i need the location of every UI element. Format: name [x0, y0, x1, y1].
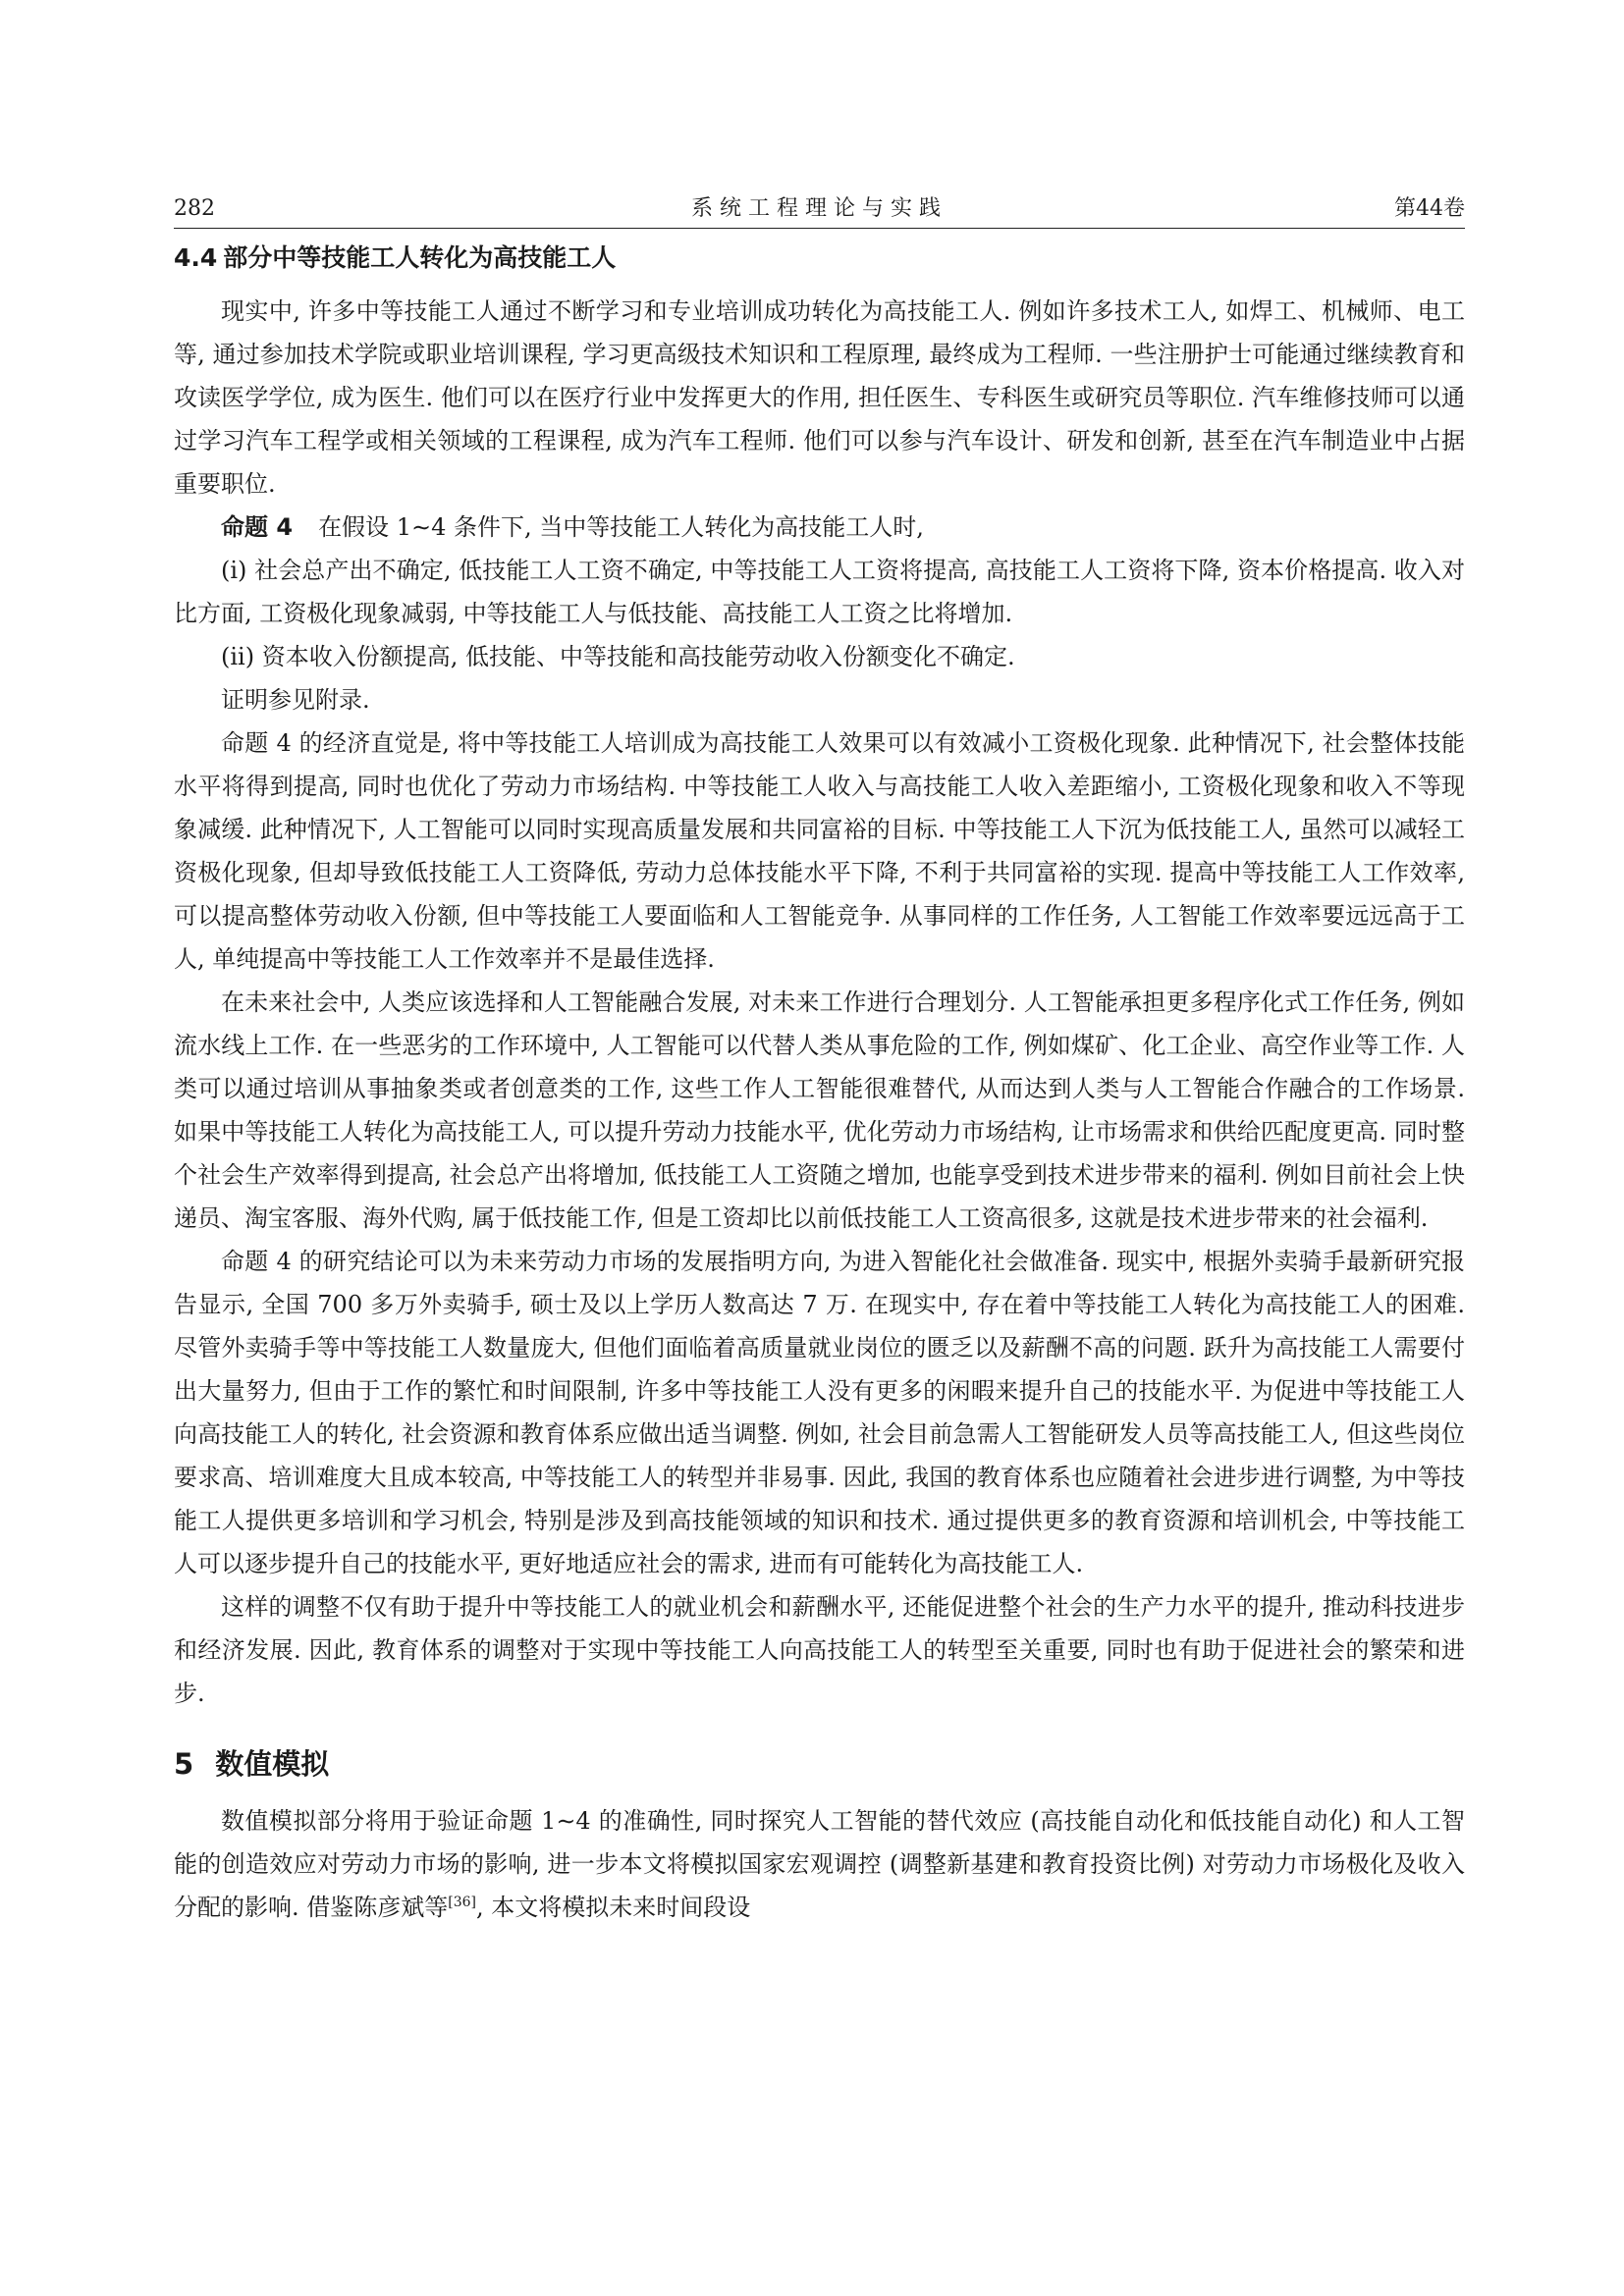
section-number: 5	[174, 1747, 194, 1781]
paper-page	[174, 192, 1465, 1929]
body-paragraph: 现实中, 许多中等技能工人通过不断学习和专业培训成功转化为高技能工人. 例如许多技术工人, 如焊工、机械师、电工等, 通过参加技术学院或职业培训课程, 学习更高级技术知识和工程原理, 最终成为工程师. 一些注册护士可能通过继续教育和攻读医学学位, 成为医生. 他们可以在医疗行业中发挥更大的作用, 担任医生、专科医生或研究员等职位. 汽车维修技师可以通过学习汽车工程学或相关领域的工程课程, 成为汽车工程师. 他们可以参与汽车设计、研发和创新, 甚至在汽车制造业中占据重要职位.	[174, 297, 1465, 498]
paragraph-text: , 本文将模拟未来时间段设	[476, 1894, 751, 1921]
paragraph-text: 数值模拟部分将用于验证命题 1∼4 的准确性, 同时探究人工智能的替代效应 (高技能自动化和低技能自动化) 和人工智能的创造效应对劳动力市场的影响, 进一步本文将模拟国家宏观调控 (调整新基建和教育投资比例) 对劳动力市场极化及收入分配的影响. 借鉴陈彦斌等	[174, 1807, 1465, 1921]
page-number: 282	[174, 196, 215, 221]
section-heading-5	[174, 1744, 1465, 1784]
proposition-item-i: (i) 社会总产出不确定, 低技能工人工资不确定, 中等技能工人工资将提高, 高技能工人工资将下降, 资本价格提高. 收入对比方面, 工资极化现象减弱, 中等技能工人与低技能、高技能工人工资之比将增加.	[174, 557, 1465, 627]
citation-ref[interactable]: [36]	[448, 1895, 477, 1910]
proof-note: 证明参见附录.	[221, 686, 370, 714]
proposition-text: 在假设 1∼4 条件下, 当中等技能工人转化为高技能工人时,	[318, 513, 924, 541]
journal-title: 系统工程理论与实践	[690, 196, 947, 221]
body-paragraph: 命题 4 的研究结论可以为未来劳动力市场的发展指明方向, 为进入智能化社会做准备. 现实中, 根据外卖骑手最新研究报告显示, 全国 700 多万外卖骑手, 硕士及以上学历人数高达 7 万. 在现实中, 存在着中等技能工人转化为高技能工人的困难. 尽管外卖骑手等中等技能工人数量庞大, 但他们面临着高质量就业岗位的匮乏以及薪酬不高的问题. 跃升为高技能工人需要付出大量努力, 但由于工作的繁忙和时间限制, 许多中等技能工人没有更多的闲暇来提升自己的技能水平. 为促进中等技能工人向高技能工人的转化, 社会资源和教育体系应做出适当调整. 例如, 社会目前急需人工智能研发人员等高技能工人, 但这些岗位要求高、培训难度大且成本较高, 中等技能工人的转型并非易事. 因此, 我国的教育体系也应随着社会进步进行调整, 为中等技能工人提供更多培训和学习机会, 特别是涉及到高技能领域的知识和技术. 通过提供更多的教育资源和培训机会, 中等技能工人可以逐步提升自己的技能水平, 更好地适应社会的需求, 进而有可能转化为高技能工人.	[174, 1248, 1465, 1577]
body-paragraph	[174, 1799, 1465, 1929]
running-header	[174, 192, 1465, 226]
proposition-label: 命题 4	[221, 513, 294, 541]
proposition-item-ii: (ii) 资本收入份额提高, 低技能、中等技能和高技能劳动收入份额变化不确定.	[221, 643, 1015, 670]
header-rule	[174, 228, 1465, 229]
section-title: 部分中等技能工人转化为高技能工人	[223, 243, 617, 272]
body-paragraph: 在未来社会中, 人类应该选择和人工智能融合发展, 对未来工作进行合理划分. 人工智能承担更多程序化式工作任务, 例如流水线上工作. 在一些恶劣的工作环境中, 人工智能可以代替人类从事危险的工作, 例如煤矿、化工企业、高空作业等工作. 人类可以通过培训从事抽象类或者创意类的工作, 这些工作人工智能很难替代, 从而达到人类与人工智能合作融合的工作场景. 如果中等技能工人转化为高技能工人, 可以提升劳动力技能水平, 优化劳动力市场结构, 让市场需求和供给匹配度更高. 同时整个社会生产效率得到提高, 社会总产出将增加, 低技能工人工资随之增加, 也能享受到技术进步带来的福利. 例如目前社会上快递员、淘宝客服、海外代购, 属于低技能工作, 但是工资却比以前低技能工人工资高很多, 这就是技术进步带来的社会福利.	[174, 988, 1465, 1232]
section-heading-4-4	[174, 240, 1465, 276]
section-number: 4.4	[174, 243, 218, 272]
body-paragraph: 命题 4 的经济直觉是, 将中等技能工人培训成为高技能工人效果可以有效减小工资极化现象. 此种情况下, 社会整体技能水平将得到提高, 同时也优化了劳动力市场结构. 中等技能工人收入与高技能工人收入差距缩小, 工资极化现象和收入不等现象减缓. 此种情况下, 人工智能可以同时实现高质量发展和共同富裕的目标. 中等技能工人下沉为低技能工人, 虽然可以减轻工资极化现象, 但却导致低技能工人工资降低, 劳动力总体技能水平下降, 不利于共同富裕的实现. 提高中等技能工人工作效率, 可以提高整体劳动收入份额, 但中等技能工人要面临和人工智能竞争. 从事同样的工作任务, 人工智能工作效率要远远高于工人, 单纯提高中等技能工人工作效率并不是最佳选择.	[174, 729, 1465, 973]
proposition-statement	[174, 506, 1465, 549]
volume-label: 第44卷	[1394, 196, 1465, 221]
section-title: 数值模拟	[215, 1747, 330, 1781]
body-paragraph: 这样的调整不仅有助于提升中等技能工人的就业机会和薪酬水平, 还能促进整个社会的生产力水平的提升, 推动科技进步和经济发展. 因此, 教育体系的调整对于实现中等技能工人向高技能工人的转型至关重要, 同时也有助于促进社会的繁荣和进步.	[174, 1593, 1465, 1707]
